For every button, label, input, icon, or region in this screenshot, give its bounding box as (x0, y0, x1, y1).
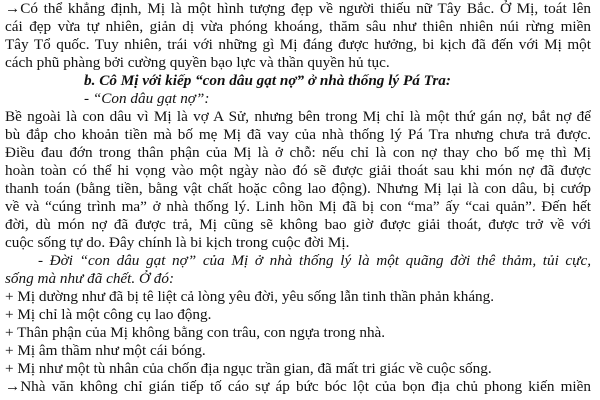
conclusion-line-2: cái đẹp vừa tự nhiên, giản dị vừa phóng khoáng, thăm sâu như thiên nhiên núi rừng miền (5, 18, 591, 35)
final-conclusion-line: →Nhà văn không chỉ gián tiếp tố cáo sự áp bức bóc lột của bọn địa chủ phong kiến miền (5, 378, 591, 395)
paragraph-line-3: Điều đau đớn trong thân phận của Mị là ở chỗ: nếu chỉ là con nợ thay cho bố mẹ thì Mị (5, 144, 591, 161)
list-item-4: + Mị âm thầm như một cái bóng. (5, 342, 206, 359)
italic-intro-line-1: - Đời “con dâu gạt nợ” của Mị ở nhà thống lý là một quãng đời thê thảm, tủi cực, (38, 252, 591, 269)
paragraph-line-1: Bề ngoài là con dâu vì Mị là vợ A Sử, nhưng bên trong Mị chỉ là một thứ gán nợ, bắt nợ để (5, 108, 591, 125)
paragraph-line-8: cuộc sống tự do. Đây chính là bi kịch trong cuộc đời Mị. (5, 234, 350, 251)
conclusion-line-1: →Có thể khẳng định, Mị là một hình tượng đẹp về người thiếu nữ Tây Bắc. Ở Mị, toát lên (5, 0, 591, 17)
paragraph-line-2: bù đắp cho khoản tiền mà bố mẹ Mị đã vay của nhà thống lý Pá Tra nhưng chưa trả được. (5, 126, 591, 143)
italic-intro-line-2: sống mà như đã chết. Ở đó: (5, 270, 174, 287)
list-item-3: + Thân phận của Mị không bằng con trâu, con ngựa trong nhà. (5, 324, 386, 341)
paragraph-line-5: thanh toán (bằng tiền, bằng vật chất hoặc công lao động). Nhưng Mị lại là con dâu, bị cướp (5, 180, 591, 197)
paragraph-line-4: hoàn toàn có thể hi vọng vào một ngày nào đó sẽ được giải thoát sau khi món nợ đã được (5, 162, 591, 179)
paragraph-line-6: về và “cúng trình ma” ở nhà thống lý. Linh hồn Mị đã bị con “ma” ấy “cai quản”. Đến hết (5, 198, 591, 215)
section-heading: b. Cô Mị với kiếp “con dâu gạt nợ” ở nhà thống lý Pá Tra: (84, 72, 451, 89)
subheading: - “Con dâu gạt nợ”: (84, 90, 210, 107)
conclusion-line-4: cách phũ phàng bởi cường quyền bạo lực và thần quyền hủ tục. (5, 54, 390, 71)
list-item-1: + Mị dường như đã bị tê liệt cả lòng yêu đời, yêu sống lẫn tinh thần phản kháng. (5, 288, 495, 305)
paragraph-line-7: đời, dù món nợ đã được trả, Mị cũng sẽ không bao giờ được giải thoát, được trở về với (5, 216, 591, 233)
list-item-5: + Mị như một tù nhân của chốn địa ngục trần gian, đã mất tri giác về cuộc sống. (5, 360, 492, 377)
conclusion-line-3: Tây Tổ quốc. Tuy nhiên, trái với những gì Mị đáng được hưởng, bi kịch đã đến với Mị một (5, 36, 591, 53)
list-item-2: + Mị chỉ là một công cụ lao động. (5, 306, 212, 323)
